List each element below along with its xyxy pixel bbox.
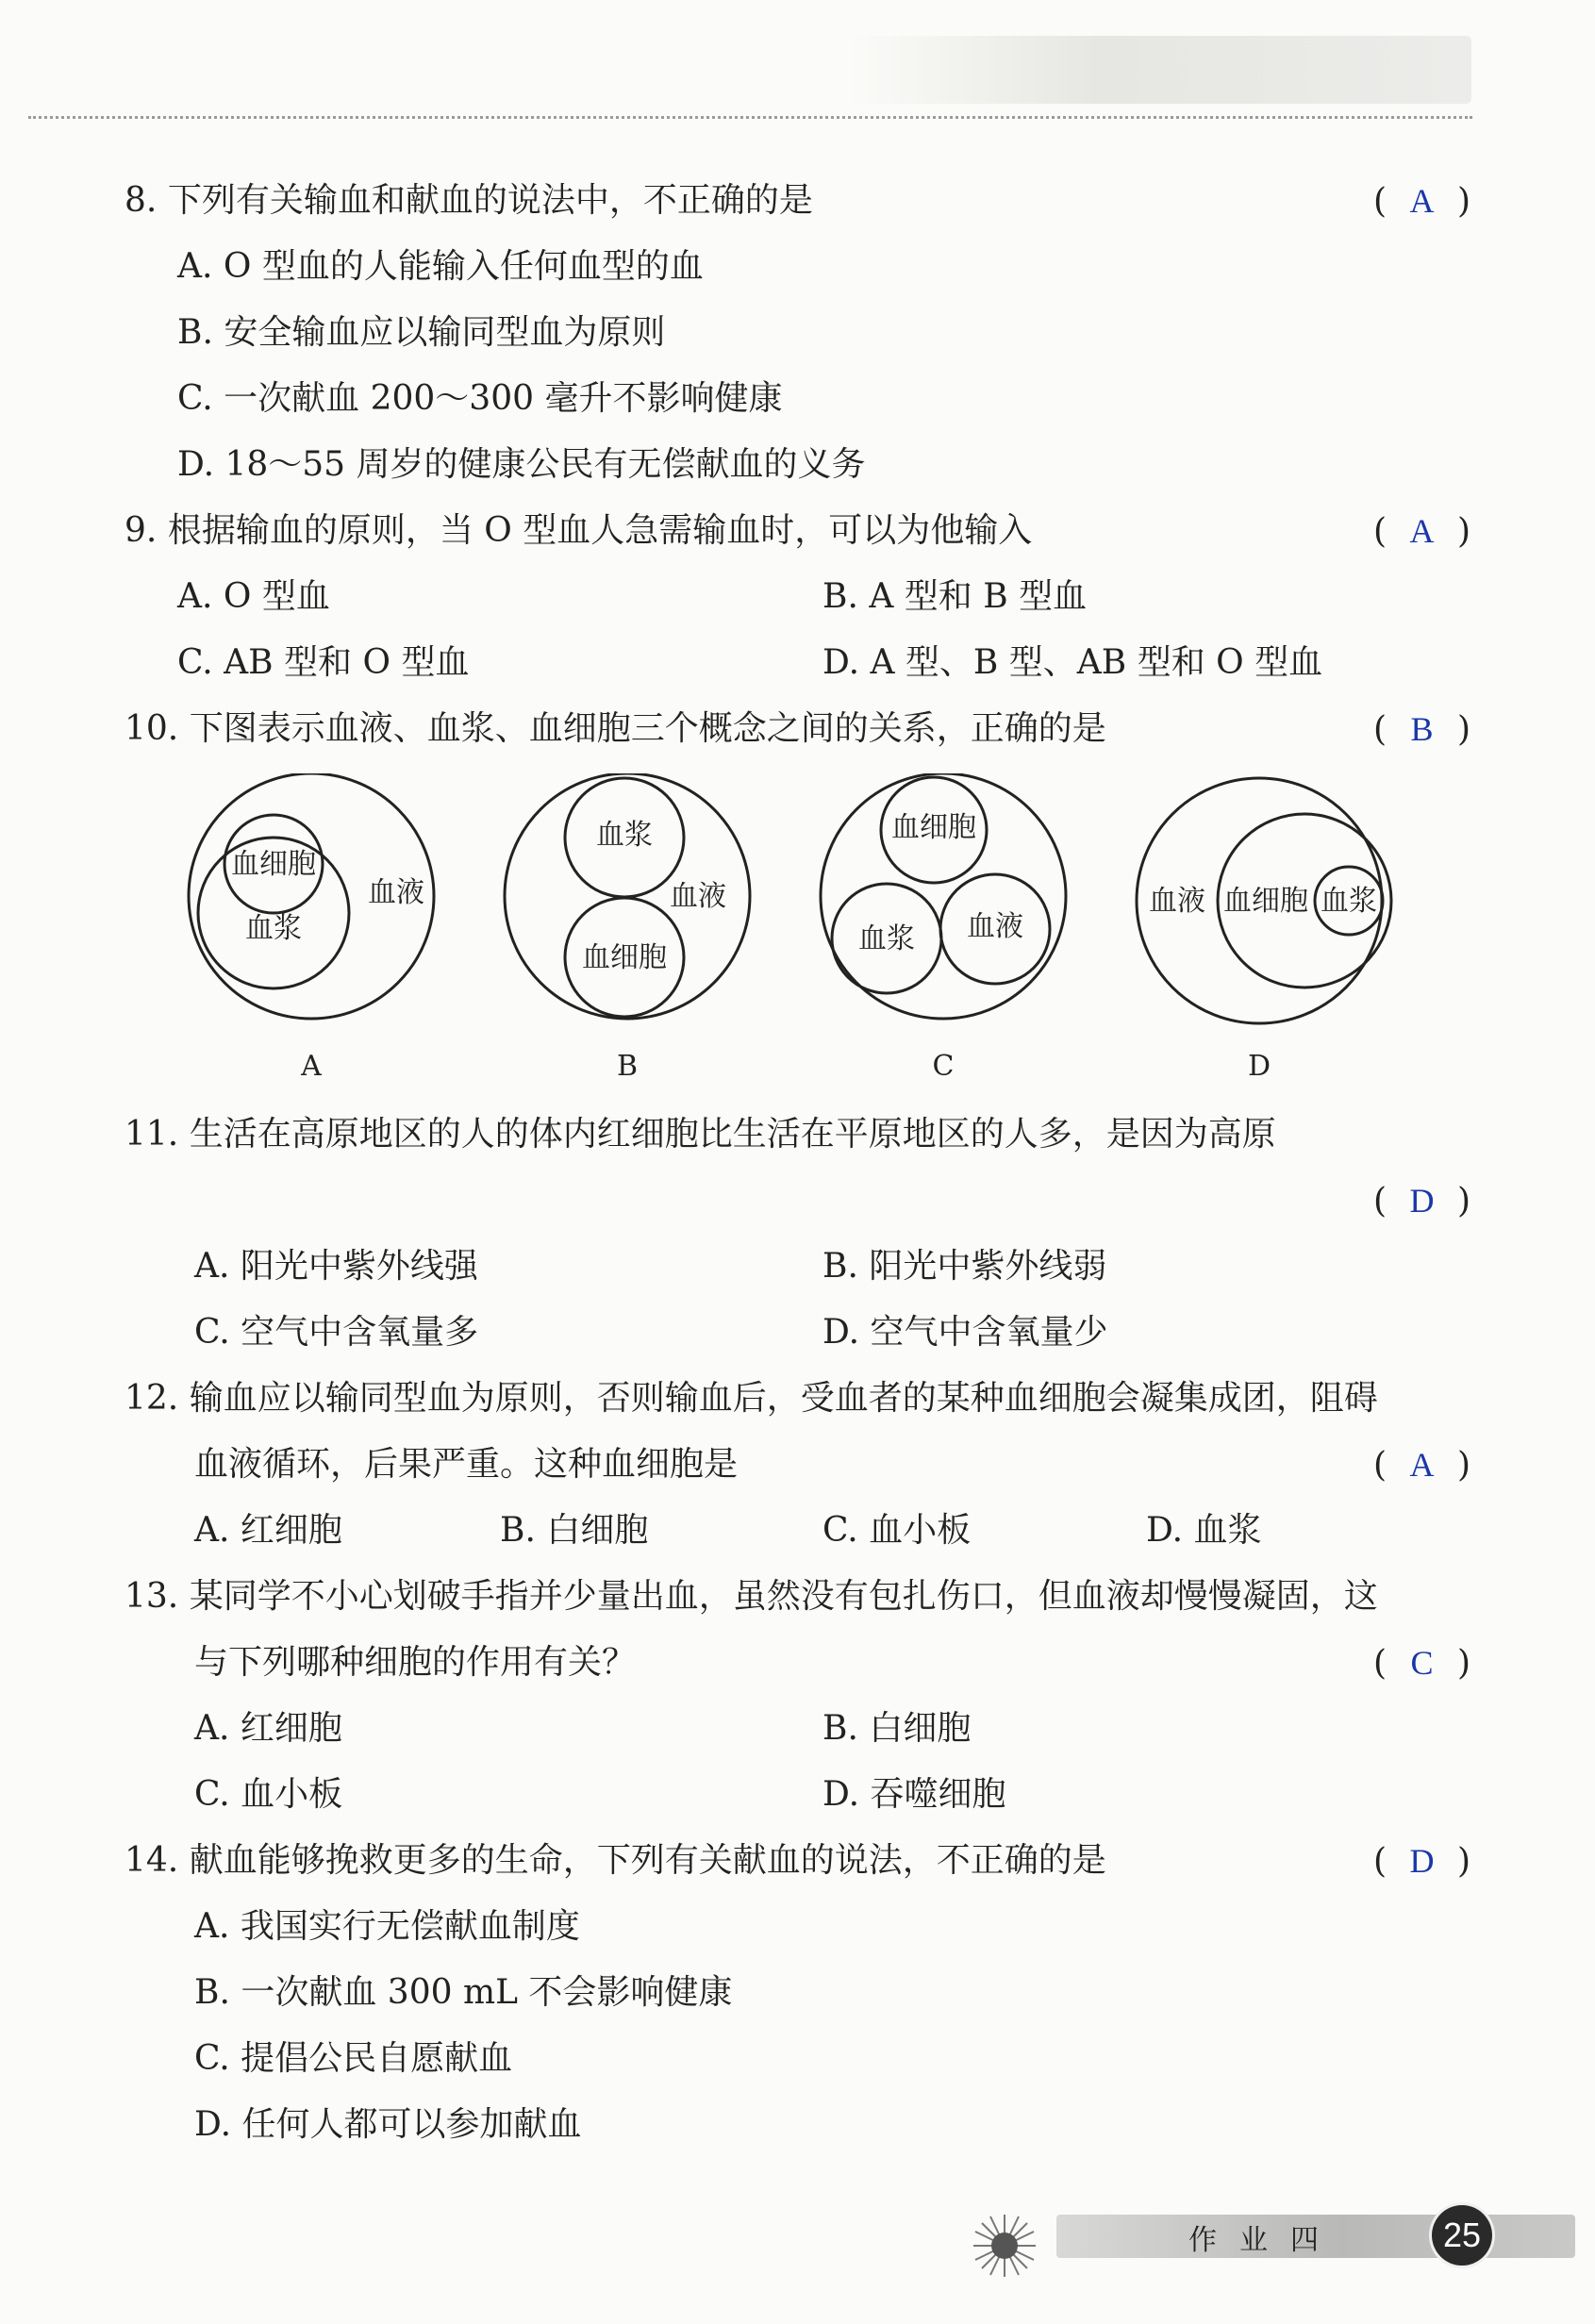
question-8 xyxy=(125,168,1470,234)
question-9 xyxy=(125,498,1470,564)
diagram-b-cells: 血细胞 xyxy=(582,941,667,974)
option: B. 白细胞 xyxy=(500,1511,649,1550)
diagram-b-plasma: 血浆 xyxy=(596,819,653,852)
answer-value: D xyxy=(1409,1842,1435,1880)
option: C. 血小板 xyxy=(822,1511,972,1550)
answer-blank: ( D ) xyxy=(1373,1828,1470,1895)
option: C. AB 型和 O 型血 xyxy=(177,643,470,682)
question-number: 8. xyxy=(125,181,158,220)
option: D. 18～55 周岁的健康公民有无偿献血的义务 xyxy=(177,445,866,484)
answer-blank: ( D ) xyxy=(1373,1168,1470,1235)
header-decoration xyxy=(849,36,1471,104)
option: B. 一次献血 300 mL 不会影响健康 xyxy=(194,1973,733,2012)
diagram-label-d: D xyxy=(1247,1050,1271,1083)
question-stem: 下图表示血液、血浆、血细胞三个概念之间的关系，正确的是 xyxy=(189,709,1106,748)
diagram-a-plasma: 血浆 xyxy=(245,912,302,945)
diagram-a-blood: 血液 xyxy=(368,876,424,909)
question-stem: 生活在高原地区的人的体内红细胞比生活在平原地区的人多，是因为高原 xyxy=(189,1115,1276,1154)
diagram-c-outer xyxy=(821,773,1066,1019)
sun-icon xyxy=(972,2213,1038,2279)
question-10 xyxy=(125,696,1470,762)
question-12 xyxy=(125,1366,1470,1432)
page-number: 25 xyxy=(1432,2205,1492,2266)
diagram-c-plasma: 血浆 xyxy=(858,922,915,955)
footer-section-label: 作业四 xyxy=(1188,2224,1341,2257)
option: D. 吞噬细胞 xyxy=(822,1775,1006,1814)
option: B. 安全输血应以输同型血为原则 xyxy=(177,313,666,352)
question-14 xyxy=(125,1828,1470,1894)
question-12-line2 xyxy=(194,1432,1470,1498)
answer-value: D xyxy=(1409,1182,1435,1220)
option: C. 空气中含氧量多 xyxy=(194,1313,479,1352)
option: A. 阳光中紫外线强 xyxy=(194,1247,478,1286)
diagram-b-blood: 血液 xyxy=(670,880,726,913)
option: C. 提倡公民自愿献血 xyxy=(194,2039,513,2078)
option: D. 血浆 xyxy=(1146,1511,1262,1550)
answer-blank: ( A ) xyxy=(1373,498,1470,565)
diagram-label-a: A xyxy=(301,1050,322,1083)
diagram-a-cells: 血细胞 xyxy=(231,848,316,881)
answer-value: B xyxy=(1410,710,1434,748)
option: A. 红细胞 xyxy=(194,1709,342,1748)
question-stem-continued: 血液循环，后果严重。这种血细胞是 xyxy=(194,1445,739,1484)
answer-blank: ( B ) xyxy=(1373,696,1470,763)
question-13 xyxy=(125,1564,1470,1630)
diagram-label-c: C xyxy=(932,1050,955,1083)
diagram-c-cells: 血细胞 xyxy=(891,811,976,844)
answer-value: C xyxy=(1410,1644,1434,1682)
question-number: 9. xyxy=(125,511,158,550)
question-number: 12. xyxy=(125,1379,179,1418)
option: C. 一次献血 200～300 毫升不影响健康 xyxy=(177,379,783,418)
diagram-d-plasma: 血浆 xyxy=(1321,885,1377,918)
venn-diagrams xyxy=(179,773,1424,1094)
question-stem: 根据输血的原则，当 O 型血人急需输血时，可以为他输入 xyxy=(167,511,1033,550)
diagram-c-blood: 血液 xyxy=(967,910,1023,943)
option: A. 红细胞 xyxy=(194,1511,342,1550)
question-stem: 某同学不小心划破手指并少量出血，虽然没有包扎伤口，但血液却慢慢凝固，这 xyxy=(189,1577,1378,1616)
option: B. 白细胞 xyxy=(822,1709,972,1748)
diagram-d-cells: 血细胞 xyxy=(1223,885,1308,918)
question-13-line2 xyxy=(194,1630,1470,1696)
option: B. 阳光中紫外线弱 xyxy=(822,1247,1107,1286)
option: D. A 型、B 型、AB 型和 O 型血 xyxy=(822,643,1323,682)
answer-value: A xyxy=(1409,512,1435,550)
option: D. 任何人都可以参加献血 xyxy=(194,2105,582,2144)
option: D. 空气中含氧量少 xyxy=(822,1313,1108,1352)
answer-value: A xyxy=(1409,1446,1435,1484)
diagram-label-b: B xyxy=(616,1050,639,1083)
option: A. O 型血的人能输入任何血型的血 xyxy=(177,247,704,286)
option: C. 血小板 xyxy=(194,1775,343,1814)
diagram-d-blood: 血液 xyxy=(1149,885,1205,918)
answer-value: A xyxy=(1409,182,1435,220)
question-stem-continued: 与下列哪种细胞的作用有关？ xyxy=(194,1643,637,1682)
question-number: 11. xyxy=(125,1115,179,1154)
option: A. 我国实行无偿献血制度 xyxy=(194,1907,580,1946)
answer-blank: ( A ) xyxy=(1373,1432,1470,1499)
question-stem: 输血应以输同型血为原则，否则输血后，受血者的某种血细胞会凝集成团，阻碍 xyxy=(189,1379,1378,1418)
answer-blank: ( A ) xyxy=(1373,168,1470,235)
answer-blank: ( C ) xyxy=(1373,1630,1470,1697)
option: A. O 型血 xyxy=(177,577,330,616)
question-11 xyxy=(125,1102,1470,1168)
question-stem: 献血能够挽救更多的生命，下列有关献血的说法，不正确的是 xyxy=(189,1841,1106,1880)
option: B. A 型和 B 型血 xyxy=(822,577,1088,616)
question-number: 13. xyxy=(125,1577,179,1616)
question-number: 14. xyxy=(125,1841,179,1880)
question-number: 10. xyxy=(125,709,179,748)
question-stem: 下列有关输血和献血的说法中，不正确的是 xyxy=(167,181,813,220)
header-divider xyxy=(28,116,1472,119)
